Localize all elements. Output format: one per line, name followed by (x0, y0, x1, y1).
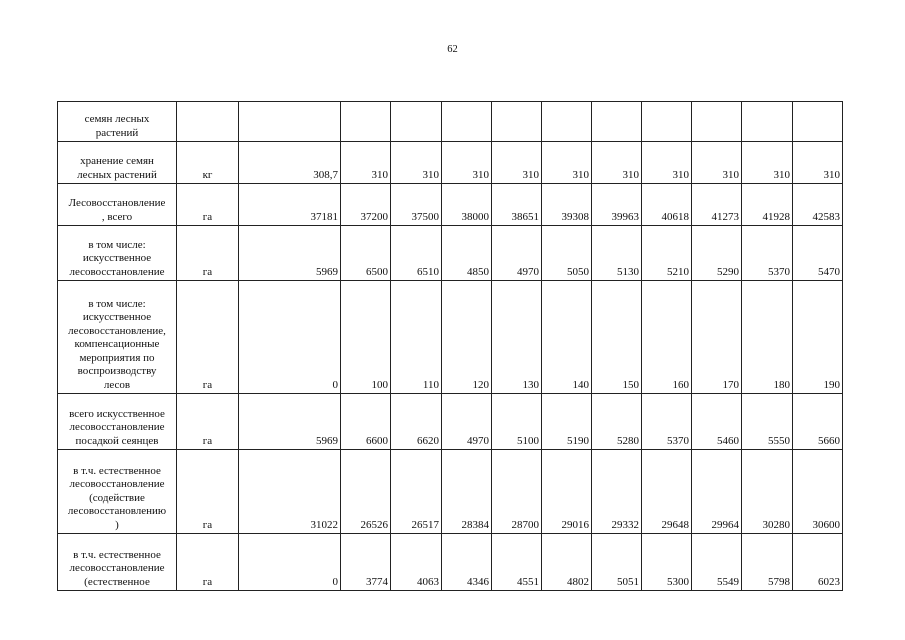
table-row (58, 281, 843, 394)
table-cell: 110 (391, 281, 442, 394)
table-cell: 310 (492, 142, 542, 184)
table-cell: 6023 (793, 534, 843, 591)
row-label-line: лесовосстановление (69, 421, 165, 433)
table-cell: 310 (391, 142, 442, 184)
row-label-line: всего искусственное (69, 407, 165, 420)
page-number: 62 (447, 44, 458, 55)
table-cell: 26517 (391, 450, 442, 534)
table-cell: 190 (793, 281, 843, 394)
table-cell: 5050 (542, 226, 592, 281)
table-cell: 40618 (642, 184, 692, 226)
row-unit: га (177, 394, 239, 450)
table-cell: 5460 (692, 394, 742, 450)
table-cell: 310 (341, 142, 391, 184)
table-cell: 5370 (742, 226, 793, 281)
table-cell: 5290 (692, 226, 742, 281)
row-label (58, 534, 177, 591)
table-cell: 29648 (642, 450, 692, 534)
row-label-line: (содействие (89, 491, 145, 504)
table-cell: 4850 (442, 226, 492, 281)
row-label-line: лесовосстановление (69, 478, 165, 490)
table-cell: 31022 (239, 450, 341, 534)
table-cell: 29332 (592, 450, 642, 534)
row-label-line: растений (95, 126, 139, 139)
table-cell: 310 (642, 142, 692, 184)
table-cell: 5190 (542, 394, 592, 450)
table-row (58, 102, 843, 142)
data-table (57, 101, 843, 591)
table-cell: 310 (592, 142, 642, 184)
table-cell: 170 (692, 281, 742, 394)
table-cell: 5969 (239, 394, 341, 450)
table-cell: 130 (492, 281, 542, 394)
table-cell: 5660 (793, 394, 843, 450)
table-cell: 4346 (442, 534, 492, 591)
table-cell (592, 102, 642, 142)
table-cell: 180 (742, 281, 793, 394)
table-cell: 5969 (239, 226, 341, 281)
table-cell: 38000 (442, 184, 492, 226)
table-cell: 41273 (692, 184, 742, 226)
table-cell: 39308 (542, 184, 592, 226)
table-cell: 5370 (642, 394, 692, 450)
table-cell: 37181 (239, 184, 341, 226)
table-cell: 5051 (592, 534, 642, 591)
table-cell: 140 (542, 281, 592, 394)
table-cell: 5300 (642, 534, 692, 591)
row-label-line: в т.ч. естественное (73, 548, 161, 561)
table-cell: 6500 (341, 226, 391, 281)
table-cell: 4551 (492, 534, 542, 591)
row-label-line: хранение семян (80, 155, 154, 167)
table-cell: 29016 (542, 450, 592, 534)
row-label (58, 102, 177, 142)
table-cell: 4063 (391, 534, 442, 591)
table-row (58, 184, 843, 226)
table-cell (793, 102, 843, 142)
table-cell: 100 (341, 281, 391, 394)
table-cell (542, 102, 592, 142)
table-cell: 4970 (492, 226, 542, 281)
table-cell: 6510 (391, 226, 442, 281)
row-label-line: семян лесных (84, 113, 150, 125)
table-cell: 3774 (341, 534, 391, 591)
table-cell: 30280 (742, 450, 793, 534)
table-row (58, 534, 843, 591)
row-label-line: в том числе: (88, 238, 146, 251)
table-cell: 0 (239, 534, 341, 591)
row-label-line: мероприятия по (79, 351, 155, 364)
table-cell: 26526 (341, 450, 391, 534)
row-label-line: лесовосстановлению (67, 505, 167, 517)
table-row (58, 142, 843, 184)
row-label-line: (естественное (84, 575, 150, 588)
table-cell: 6600 (341, 394, 391, 450)
row-label (58, 184, 177, 226)
table-cell (239, 102, 341, 142)
table-cell: 5210 (642, 226, 692, 281)
row-label-line: лесных растений (77, 168, 157, 181)
table-cell: 5470 (793, 226, 843, 281)
row-label (58, 281, 177, 394)
table-cell: 39963 (592, 184, 642, 226)
table-cell: 310 (742, 142, 793, 184)
row-label-line: воспроизводству (77, 365, 157, 377)
table-cell: 28700 (492, 450, 542, 534)
table-row (58, 450, 843, 534)
table-cell: 120 (442, 281, 492, 394)
row-label (58, 394, 177, 450)
table-row (58, 394, 843, 450)
table-cell: 5100 (492, 394, 542, 450)
row-unit: га (177, 281, 239, 394)
row-label (58, 142, 177, 184)
table-cell: 37500 (391, 184, 442, 226)
table-cell (642, 102, 692, 142)
table-cell: 30600 (793, 450, 843, 534)
table-cell: 4970 (442, 394, 492, 450)
table-cell: 5550 (742, 394, 793, 450)
table-cell: 5130 (592, 226, 642, 281)
row-unit: кг (177, 142, 239, 184)
table-row (58, 226, 843, 281)
table-cell: 310 (542, 142, 592, 184)
table-cell (492, 102, 542, 142)
table-cell: 6620 (391, 394, 442, 450)
table-cell: 308,7 (239, 142, 341, 184)
row-label-line: лесовосстановление, (68, 324, 166, 337)
row-label-line: , всего (101, 210, 133, 223)
row-unit: га (177, 450, 239, 534)
row-unit: га (177, 184, 239, 226)
row-label-line: в том числе: (88, 297, 146, 310)
row-label-line: ) (115, 518, 119, 531)
table-cell: 37200 (341, 184, 391, 226)
row-unit: га (177, 534, 239, 591)
row-label-line: компенсационные (74, 338, 160, 350)
table-cell (442, 102, 492, 142)
row-unit (177, 102, 239, 142)
table-cell: 28384 (442, 450, 492, 534)
table-cell: 5280 (592, 394, 642, 450)
table-cell: 4802 (542, 534, 592, 591)
row-label-line: лесовосстановление (69, 562, 165, 574)
table-cell: 150 (592, 281, 642, 394)
row-label-line: лесов (103, 378, 131, 391)
table-cell: 5549 (692, 534, 742, 591)
table-cell: 42583 (793, 184, 843, 226)
row-label-line: в т.ч. естественное (73, 464, 161, 477)
table-cell: 5798 (742, 534, 793, 591)
table-cell (742, 102, 793, 142)
row-label-line: искусственное (82, 311, 152, 323)
table-cell: 38651 (492, 184, 542, 226)
row-unit: га (177, 226, 239, 281)
table-cell: 310 (692, 142, 742, 184)
row-label (58, 226, 177, 281)
row-label-line: лесовосстановление (69, 265, 165, 278)
table-cell (391, 102, 442, 142)
table-cell (692, 102, 742, 142)
table-cell (341, 102, 391, 142)
row-label-line: Лесовосстановление (68, 197, 166, 209)
row-label (58, 450, 177, 534)
table-cell: 310 (793, 142, 843, 184)
table-cell: 310 (442, 142, 492, 184)
row-label-line: посадкой сеянцев (75, 434, 159, 447)
table-cell: 0 (239, 281, 341, 394)
row-label-line: искусственное (82, 252, 152, 264)
table-cell: 160 (642, 281, 692, 394)
table-cell: 41928 (742, 184, 793, 226)
table-cell: 29964 (692, 450, 742, 534)
